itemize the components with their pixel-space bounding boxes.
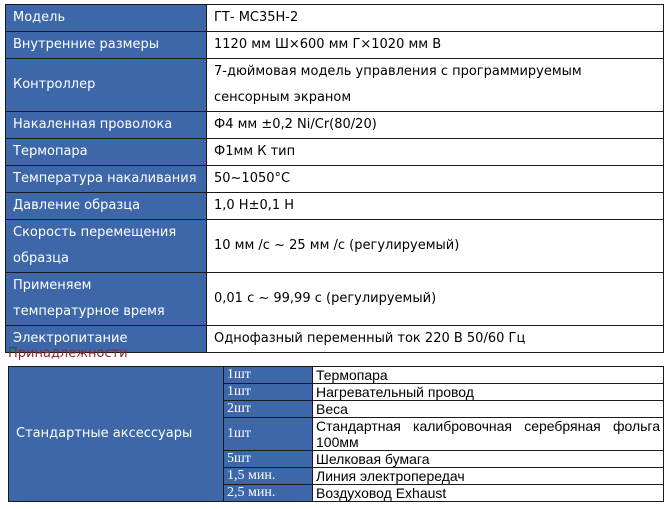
spec-key: Накаленная проволока — [6, 112, 207, 139]
spec-key: Давление образца — [6, 193, 207, 220]
spec-key: Термопара — [6, 139, 207, 166]
spec-row — [6, 273, 664, 326]
spec-value: Ф1мм К тип — [207, 139, 664, 166]
accessory-qty: 2,5 мин. — [224, 485, 313, 502]
accessory-qty: 1шт — [224, 418, 313, 451]
spec-row — [6, 139, 664, 166]
spec-key: Электропитание — [6, 326, 207, 353]
accessory-qty: 1шт — [224, 384, 313, 401]
spec-key: Температура накаливания — [6, 166, 207, 193]
spec-value: 10 мм /с ~ 25 мм /с (регулируемый) — [207, 220, 664, 273]
spec-row — [6, 166, 664, 193]
accessory-qty: 5шт — [224, 451, 313, 468]
accessory-name: Нагревательный провод — [313, 384, 664, 401]
spec-key: Внутренние размеры — [6, 32, 207, 59]
accessory-row — [9, 367, 664, 384]
spec-value: Однофазный переменный ток 220 В 50/60 Гц — [207, 326, 664, 353]
spec-row — [6, 59, 664, 112]
spec-key: Скорость перемещения образца — [6, 220, 207, 273]
accessory-name: Воздуховод Exhaust — [313, 485, 664, 502]
accessory-name: Термопара — [313, 367, 664, 384]
spec-value: 0,01 с ~ 99,99 с (регулируемый) — [207, 273, 664, 326]
spec-value: Ф4 мм ±0,2 Ni/Cr(80/20) — [207, 112, 664, 139]
accessories-category: Стандартные аксессуары — [9, 367, 224, 502]
accessory-name: Шелковая бумага — [313, 451, 664, 468]
spec-key: Модель — [6, 5, 207, 32]
spec-value: 1120 мм Ш×600 мм Г×1020 мм В — [207, 32, 664, 59]
accessory-name: Линия электропередач — [313, 468, 664, 485]
spec-value: 50~1050°C — [207, 166, 664, 193]
spec-row — [6, 112, 664, 139]
spec-row — [6, 32, 664, 59]
accessory-name: Веса — [313, 401, 664, 418]
accessories-heading: Принадлежности — [8, 346, 128, 361]
accessory-qty: 2шт — [224, 401, 313, 418]
spec-row — [6, 220, 664, 273]
spec-value: ГТ- МС35Н-2 — [207, 5, 664, 32]
accessories-table — [8, 366, 664, 502]
spec-row — [6, 193, 664, 220]
spec-key: Применяем температурное время — [6, 273, 207, 326]
accessory-name: Стандартная калибровочная серебряная фольга 100мм — [313, 418, 664, 451]
accessory-qty: 1шт — [224, 367, 313, 384]
spec-key: Контроллер — [6, 59, 207, 112]
spec-value: 7-дюймовая модель управления с программируемым сенсорным экраном — [207, 59, 664, 112]
spec-row — [6, 5, 664, 32]
spec-table — [5, 4, 664, 353]
accessory-qty: 1,5 мин. — [224, 468, 313, 485]
spec-value: 1,0 Н±0,1 Н — [207, 193, 664, 220]
